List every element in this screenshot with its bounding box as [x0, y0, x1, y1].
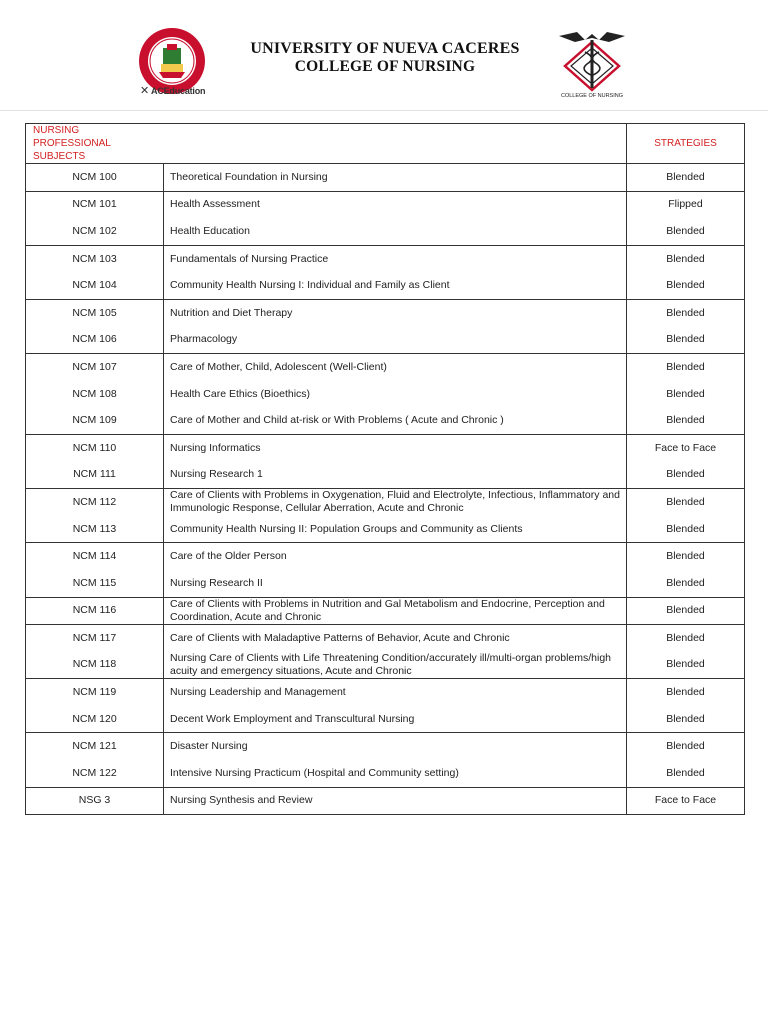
aceducation-logo	[140, 84, 205, 97]
table-row	[26, 733, 745, 760]
course-name: Health Care Ethics (Bioethics)	[164, 381, 627, 408]
course-code: NCM 103	[26, 245, 164, 272]
table-row	[26, 245, 745, 272]
course-strategy: Face to Face	[627, 434, 745, 461]
table-row	[26, 354, 745, 381]
course-name: Theoretical Foundation in Nursing	[164, 164, 627, 192]
header-strategies: STRATEGIES	[627, 124, 745, 164]
course-strategy: Blended	[627, 570, 745, 597]
course-strategy: Blended	[627, 245, 745, 272]
course-name: Community Health Nursing I: Individual and Family as Client	[164, 272, 627, 299]
header-subjects: NURSING PROFESSIONAL SUBJECTS	[26, 124, 164, 164]
table-row	[26, 679, 745, 706]
document-header	[0, 0, 768, 110]
table-row	[26, 381, 745, 408]
table-row	[26, 191, 745, 218]
course-code: NCM 116	[26, 597, 164, 625]
course-strategy: Blended	[627, 733, 745, 760]
course-name: Intensive Nursing Practicum (Hospital and Community setting)	[164, 760, 627, 787]
course-name: Care of Clients with Problems in Oxygenation, Fluid and Electrolyte, Infectious, Inflammatory and Immunologic Response, Cellular Aberration, Acute and Chronic	[164, 489, 627, 516]
course-strategy: Blended	[627, 597, 745, 625]
table-row	[26, 272, 745, 299]
table-row	[26, 597, 745, 625]
partner-name: ACEducation	[151, 86, 206, 96]
course-strategy: Blended	[627, 299, 745, 326]
course-code: NCM 101	[26, 191, 164, 218]
header-divider	[0, 110, 768, 111]
course-name: Community Health Nursing II: Population Groups and Community as Clients	[164, 516, 627, 543]
university-title: UNIVERSITY OF NUEVA CACERES	[250, 40, 520, 57]
table-row	[26, 434, 745, 461]
course-code: NCM 113	[26, 516, 164, 543]
course-code: NCM 122	[26, 760, 164, 787]
course-strategy: Blended	[627, 218, 745, 245]
course-code: NCM 107	[26, 354, 164, 381]
table-header-row	[26, 124, 745, 164]
table-row	[26, 787, 745, 815]
course-name: Health Assessment	[164, 191, 627, 218]
logo-caption: COLLEGE OF NURSING	[560, 93, 624, 99]
course-strategy: Blended	[627, 625, 745, 652]
course-strategy: Blended	[627, 516, 745, 543]
course-strategy: Blended	[627, 272, 745, 299]
course-code: NCM 102	[26, 218, 164, 245]
course-code: NCM 118	[26, 652, 164, 679]
header-blank	[164, 124, 627, 164]
course-code: NCM 104	[26, 272, 164, 299]
table-row	[26, 760, 745, 787]
table-row	[26, 299, 745, 326]
course-code: NCM 109	[26, 407, 164, 434]
course-strategy: Flipped	[627, 191, 745, 218]
course-name: Decent Work Employment and Transcultural Nursing	[164, 706, 627, 733]
course-name: Nursing Leadership and Management	[164, 679, 627, 706]
course-name: Nursing Research II	[164, 570, 627, 597]
course-name: Care of Mother, Child, Adolescent (Well-Client)	[164, 354, 627, 381]
course-strategy: Blended	[627, 679, 745, 706]
course-name: Care of Mother and Child at-risk or With Problems ( Acute and Chronic )	[164, 407, 627, 434]
course-strategy: Blended	[627, 489, 745, 516]
course-name: Disaster Nursing	[164, 733, 627, 760]
table-row	[26, 407, 745, 434]
table-row	[26, 625, 745, 652]
course-name: Nutrition and Diet Therapy	[164, 299, 627, 326]
course-strategy: Blended	[627, 652, 745, 679]
course-name: Nursing Informatics	[164, 434, 627, 461]
header-titles	[215, 40, 555, 76]
course-name: Care of Clients with Maladaptive Patterns of Behavior, Acute and Chronic	[164, 625, 627, 652]
nursing-subjects-table	[25, 123, 745, 815]
course-name: Fundamentals of Nursing Practice	[164, 245, 627, 272]
course-code: NCM 105	[26, 299, 164, 326]
table-row	[26, 489, 745, 516]
course-name: Nursing Research 1	[164, 462, 627, 489]
course-code: NCM 114	[26, 543, 164, 570]
table-row	[26, 516, 745, 543]
course-code: NCM 106	[26, 327, 164, 354]
table-row	[26, 218, 745, 245]
course-strategy: Blended	[627, 164, 745, 192]
course-code: NSG 3	[26, 787, 164, 815]
course-code: NCM 121	[26, 733, 164, 760]
course-code: NCM 108	[26, 381, 164, 408]
table-row	[26, 706, 745, 733]
table-row	[26, 462, 745, 489]
course-name: Nursing Care of Clients with Life Threatening Condition/accurately ill/multi-organ problems/high acuity and emergency situations, Acute and Chronic	[164, 652, 627, 679]
course-code: NCM 111	[26, 462, 164, 489]
course-strategy: Blended	[627, 462, 745, 489]
course-strategy: Blended	[627, 327, 745, 354]
course-code: NCM 119	[26, 679, 164, 706]
table-row	[26, 327, 745, 354]
course-code: NCM 115	[26, 570, 164, 597]
course-name: Health Education	[164, 218, 627, 245]
course-code: NCM 110	[26, 434, 164, 461]
college-title: COLLEGE OF NURSING	[294, 58, 476, 75]
course-code: NCM 100	[26, 164, 164, 192]
course-strategy: Blended	[627, 354, 745, 381]
course-strategy: Face to Face	[627, 787, 745, 815]
table-row	[26, 652, 745, 679]
course-name: Pharmacology	[164, 327, 627, 354]
ace-mark-icon: ✕	[140, 85, 150, 97]
course-name: Care of the Older Person	[164, 543, 627, 570]
course-strategy: Blended	[627, 706, 745, 733]
course-code: NCM 117	[26, 625, 164, 652]
course-name: Care of Clients with Problems in Nutrition and Gal Metabolism and Endocrine, Perception and Coordination, Acute and Chronic	[164, 597, 627, 625]
course-strategy: Blended	[627, 407, 745, 434]
course-strategy: Blended	[627, 760, 745, 787]
course-strategy: Blended	[627, 381, 745, 408]
course-strategy: Blended	[627, 543, 745, 570]
course-name: Nursing Synthesis and Review	[164, 787, 627, 815]
table-row	[26, 543, 745, 570]
college-of-nursing-logo	[557, 26, 627, 100]
course-code: NCM 120	[26, 706, 164, 733]
table-row	[26, 164, 745, 192]
table-row	[26, 570, 745, 597]
course-code: NCM 112	[26, 489, 164, 516]
